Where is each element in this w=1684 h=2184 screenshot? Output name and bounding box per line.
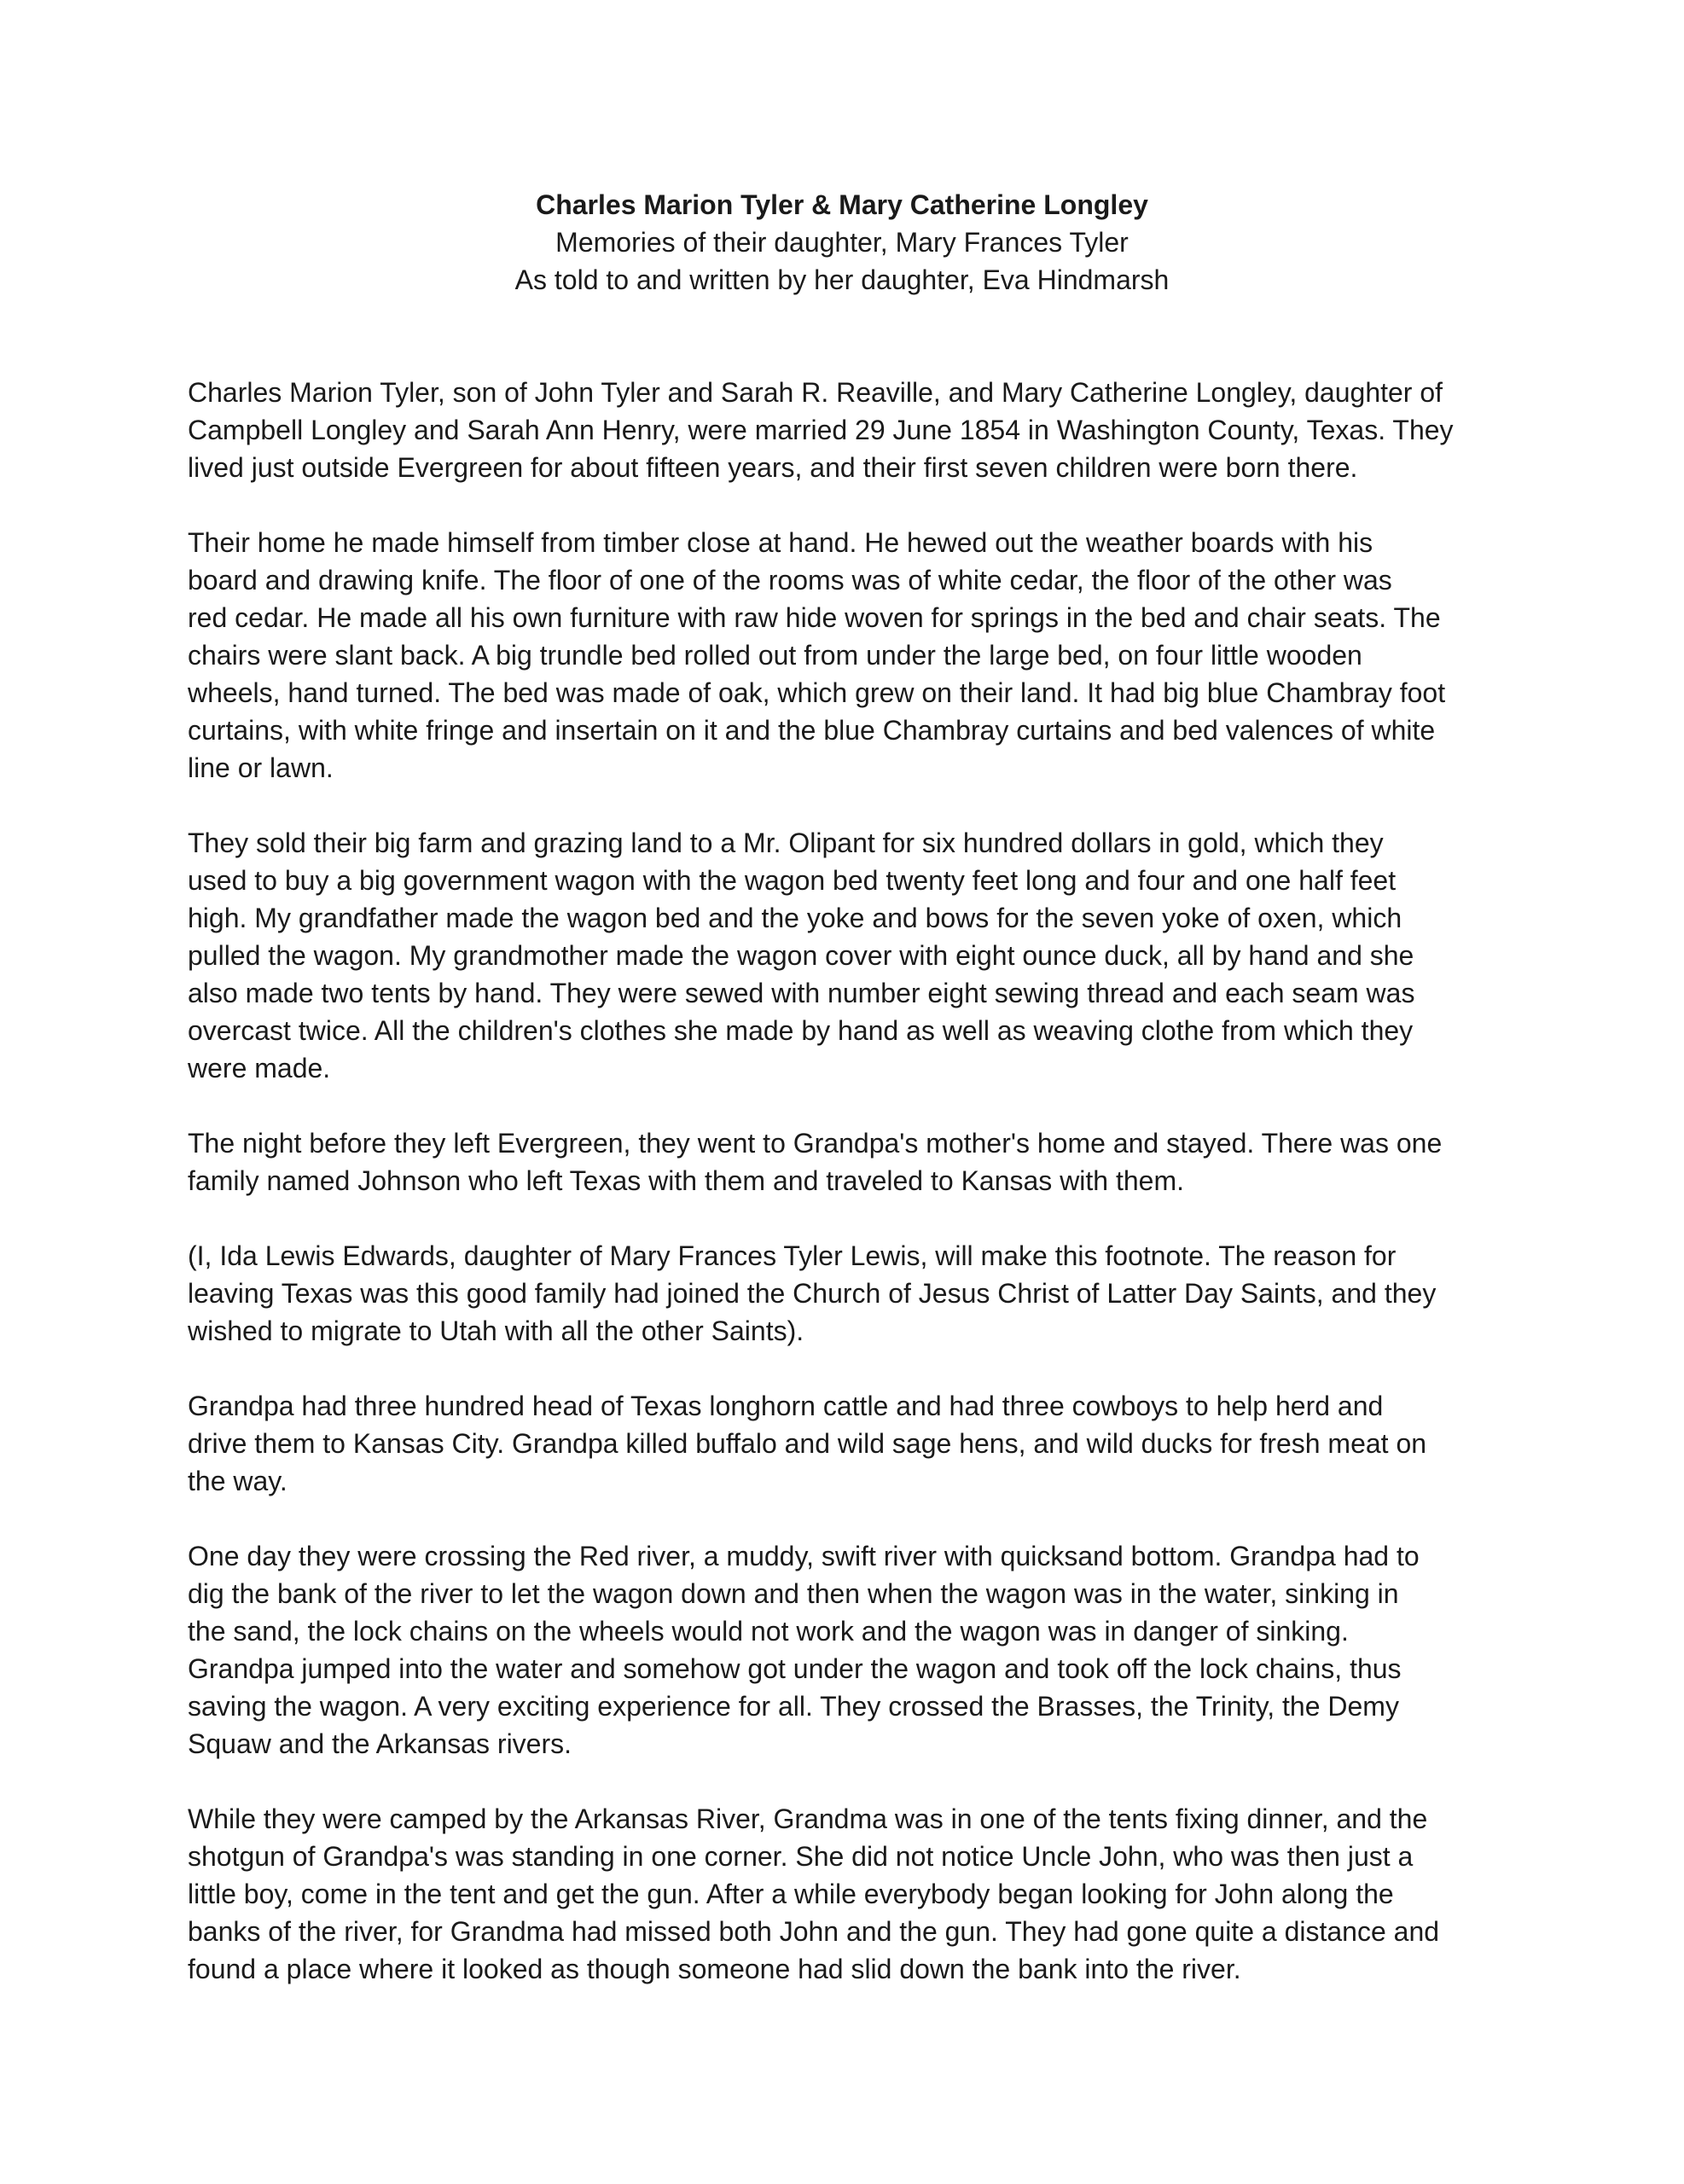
- paragraph-wagon: [188, 824, 1501, 1087]
- text-line: curtains, with white fringe and insertain on it and the blue Chambray curtains and bed valences of white: [188, 715, 1436, 746]
- text-line: Charles Marion Tyler, son of John Tyler and Sarah R. Reaville, and Mary Catherine Longley, daughter of: [188, 377, 1443, 408]
- text-line: used to buy a big government wagon with the wagon bed twenty feet long and four and one half feet: [188, 865, 1397, 896]
- paragraph-arkansas-river: [188, 1800, 1501, 1988]
- document-body: [188, 374, 1501, 2025]
- document-subtitle: Memories of their daughter, Mary Frances Tyler: [555, 227, 1129, 258]
- text-line: pulled the wagon. My grandmother made the wagon cover with eight ounce duck, all by hand and she: [188, 940, 1414, 971]
- text-line: the way.: [188, 1466, 287, 1496]
- text-line: Their home he made himself from timber close at hand. He hewed out the weather boards with his: [188, 527, 1373, 558]
- text-line: family named Johnson who left Texas with them and traveled to Kansas with them.: [188, 1165, 1185, 1196]
- text-line: dig the bank of the river to let the wagon down and then when the wagon was in the water, sinking in: [188, 1578, 1399, 1609]
- text-line: The night before they left Evergreen, they went to Grandpa's mother's home and stayed. There was one: [188, 1128, 1443, 1159]
- paragraph-home: [188, 524, 1501, 787]
- text-line: One day they were crossing the Red river, a muddy, swift river with quicksand bottom. Grandpa had to: [188, 1541, 1420, 1571]
- text-line: wished to migrate to Utah with all the other Saints).: [188, 1316, 804, 1346]
- text-line: While they were camped by the Arkansas River, Grandma was in one of the tents fixing dinner, and the: [188, 1804, 1428, 1834]
- text-line: shotgun of Grandpa's was standing in one corner. She did not notice Uncle John, who was then just a: [188, 1841, 1414, 1872]
- text-line: Grandpa jumped into the water and somehow got under the wagon and took off the lock chains, thus: [188, 1653, 1402, 1684]
- text-line: (I, Ida Lewis Edwards, daughter of Mary Frances Tyler Lewis, will make this footnote. The reason for: [188, 1240, 1397, 1271]
- text-line: drive them to Kansas City. Grandpa killed buffalo and wild sage hens, and wild ducks for fresh meat on: [188, 1428, 1427, 1459]
- text-line: were made.: [188, 1053, 331, 1083]
- text-line: Squaw and the Arkansas rivers.: [188, 1728, 572, 1759]
- text-line: wheels, hand turned. The bed was made of oak, which grew on their land. It had big blue Chambray foot: [188, 677, 1446, 708]
- text-line: Grandpa had three hundred head of Texas longhorn cattle and had three cowboys to help herd and: [188, 1391, 1384, 1421]
- document-byline: As told to and written by her daughter, Eva Hindmarsh: [514, 264, 1170, 295]
- text-line: line or lawn.: [188, 752, 334, 783]
- text-line: little boy, come in the tent and get the gun. After a while everybody began looking for John along the: [188, 1879, 1394, 1909]
- text-line: lived just outside Evergreen for about fifteen years, and their first seven children were born there.: [188, 452, 1358, 483]
- text-line: found a place where it looked as though someone had slid down the bank into the river.: [188, 1954, 1241, 1984]
- text-line: Campbell Longley and Sarah Ann Henry, were married 29 June 1854 in Washington County, Texas. They: [188, 415, 1454, 445]
- text-line: high. My grandfather made the wagon bed and the yoke and bows for the seven yoke of oxen, which: [188, 903, 1402, 933]
- paragraph-marriage: [188, 374, 1501, 486]
- text-line: saving the wagon. A very exciting experience for all. They crossed the Brasses, the Trinity, the Demy: [188, 1691, 1399, 1722]
- text-line: also made two tents by hand. They were sewed with number eight sewing thread and each seam was: [188, 978, 1415, 1008]
- text-line: board and drawing knife. The floor of one of the rooms was of white cedar, the floor of the other was: [188, 565, 1392, 595]
- text-line: overcast twice. All the children's clothes she made by hand as well as weaving clothe from which they: [188, 1015, 1414, 1046]
- text-line: They sold their big farm and grazing land to a Mr. Olipant for six hundred dollars in gold, which they: [188, 828, 1384, 858]
- text-line: leaving Texas was this good family had joined the Church of Jesus Christ of Latter Day Saints, and they: [188, 1278, 1437, 1309]
- text-line: banks of the river, for Grandma had missed both John and the gun. They had gone quite a distance and: [188, 1916, 1440, 1947]
- paragraph-departure: [188, 1124, 1501, 1199]
- text-line: red cedar. He made all his own furniture with raw hide woven for springs in the bed and chair seats. The: [188, 602, 1441, 633]
- paragraph-cattle: [188, 1387, 1501, 1500]
- paragraph-footnote: [188, 1237, 1501, 1350]
- document-title: Charles Marion Tyler & Mary Catherine Longley: [536, 189, 1148, 220]
- text-line: chairs were slant back. A big trundle bed rolled out from under the large bed, on four little wooden: [188, 640, 1362, 671]
- text-line: the sand, the lock chains on the wheels would not work and the wagon was in danger of sinking.: [188, 1616, 1349, 1647]
- document-header: [0, 186, 1684, 299]
- paragraph-red-river: [188, 1537, 1501, 1763]
